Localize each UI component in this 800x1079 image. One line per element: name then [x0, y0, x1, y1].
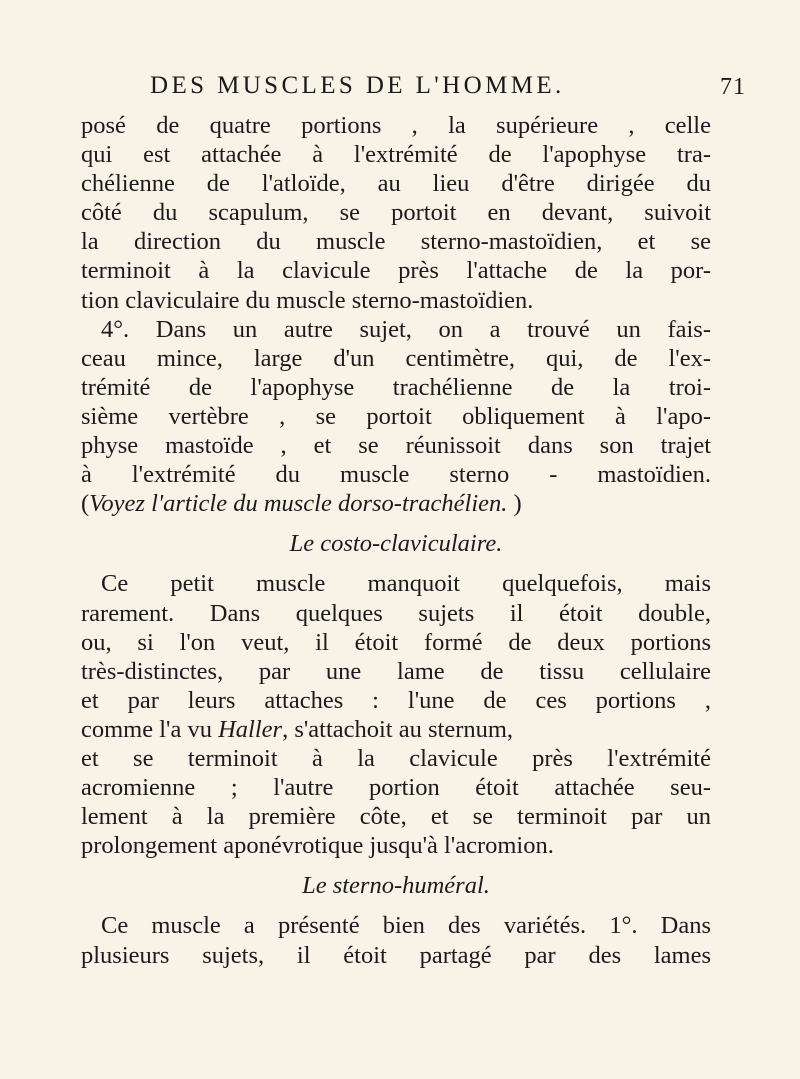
paragraph-costo-claviculaire — [81, 569, 711, 860]
page-number: 71 — [720, 74, 746, 100]
page-header — [150, 72, 790, 112]
cross-reference — [81, 489, 711, 518]
reference-paren-close: ) — [513, 490, 522, 518]
author-name: Haller — [218, 715, 283, 743]
paragraph-variation-3 — [81, 111, 711, 315]
text-line: qui est attachée à l'extrémité de l'apophyse tra- — [81, 141, 711, 169]
paragraph-sterno-humeral — [81, 911, 711, 969]
text-line: lement à la première côte, et se terminoit par un — [81, 803, 711, 831]
text-line: trémité de l'apophyse trachélienne de la troi- — [81, 373, 711, 401]
text-line: très-distinctes, par une lame de tissu cellulaire — [81, 657, 711, 685]
text-line: et se terminoit à la clavicule près l'extrémité — [81, 744, 711, 772]
running-head: DES MUSCLES DE L'HOMME. — [150, 72, 565, 99]
text-line: Ce petit muscle manquoit quelquefois, mais — [101, 570, 711, 598]
text-line: plusieurs sujets, il étoit partagé par des lames — [81, 941, 711, 969]
line-prefix: comme l'a vu — [81, 715, 219, 743]
reference-text: Voyez l'article du muscle dorso-trachélien. — [89, 490, 508, 518]
paragraph-variation-4 — [81, 315, 711, 519]
text-line: acromienne ; l'autre portion étoit attachée seu- — [81, 774, 711, 802]
text-line: terminoit à la clavicule près l'attache de la por- — [81, 257, 711, 285]
text-line: posé de quatre portions , la supérieure , celle — [81, 112, 711, 139]
text-line: et par leurs attaches : l'une de ces portions , — [81, 686, 711, 714]
body-text — [81, 111, 711, 970]
text-line: la direction du muscle sterno-mastoïdien, et se — [81, 228, 711, 256]
text-line: Ce muscle a présenté bien des variétés. 1°. Dans — [101, 912, 711, 940]
reference-paren-open: ( — [81, 490, 90, 518]
section-heading-sterno-humeral: Le sterno-huméral. — [302, 872, 490, 900]
text-line: physe mastoïde , et se réunissoit dans son trajet — [81, 432, 711, 460]
text-line: à l'extrémité du muscle sterno - mastoïdien. — [81, 461, 711, 489]
text-line: chélienne de l'atloïde, au lieu d'être dirigée du — [81, 170, 711, 198]
text-line: côté du scapulum, se portoit en devant, suivoit — [81, 199, 711, 227]
text-line: prolongement aponévrotique jusqu'à l'acromion. — [81, 832, 554, 860]
line-suffix: , s'attachoit au sternum, — [282, 715, 514, 743]
section-heading-costo-claviculaire: Le costo-claviculaire. — [289, 530, 503, 558]
text-line: tion claviculaire du muscle sterno-mastoïdien. — [81, 286, 534, 314]
text-line: sième vertèbre , se portoit obliquement à l'apo- — [81, 402, 711, 430]
text-line — [81, 715, 711, 744]
text-line: ou, si l'on veut, il étoit formé de deux portions — [81, 628, 711, 656]
text-line: ceau mince, large d'un centimètre, qui, de l'ex- — [81, 344, 711, 372]
text-line: 4°. Dans un autre sujet, on a trouvé un fais- — [101, 315, 711, 343]
text-line: rarement. Dans quelques sujets il étoit double, — [81, 599, 711, 627]
